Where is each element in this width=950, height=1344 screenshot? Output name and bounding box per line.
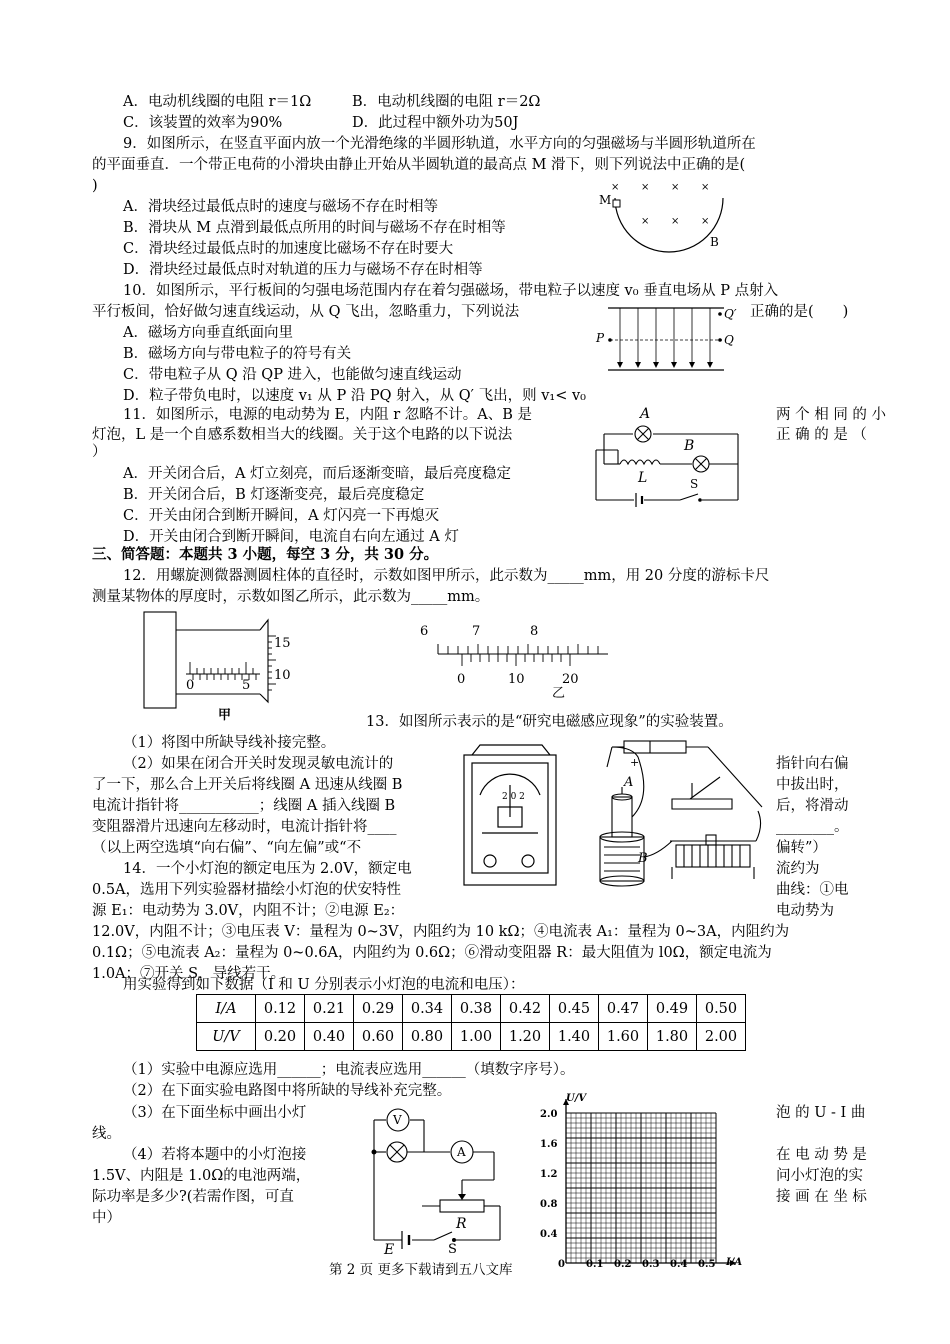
q9-figure — [597, 178, 737, 268]
q14-sub3-cont: 线。 — [92, 1126, 121, 1142]
point-b-label: B — [710, 235, 719, 249]
q8-option-c: C．该装置的效率为90% — [123, 115, 283, 131]
table-cell: 1.80 — [648, 1023, 697, 1051]
micrometer-label-10: 10 — [274, 668, 291, 683]
grid-x-tick: 0.4 — [670, 1259, 688, 1270]
q10-option-a: A．磁场方向垂直纸面向里 — [123, 325, 293, 341]
q11-figure — [588, 402, 748, 504]
q14-stem-line2-right: 曲线：①电 — [776, 882, 849, 898]
table-cell: 0.42 — [501, 995, 550, 1023]
q10-stem-line1: 10．如图所示，平行板间的匀强电场范围内存在着匀强磁场，带电粒子以速度 v₀ 垂直电场从 P 点射入 — [123, 283, 779, 299]
table-cell: 0.21 — [305, 995, 354, 1023]
micrometer-figure — [140, 612, 300, 727]
table-cell: 2.00 — [697, 1023, 746, 1051]
battery-plus: + — [630, 756, 640, 769]
coil-a-label: A — [624, 775, 634, 790]
q13-part2-line2: 了一下，那么合上开关后将线圈 A 迅速从线圈 B — [92, 777, 403, 793]
table-cell: 0.60 — [354, 1023, 403, 1051]
grid-x-tick: 0.2 — [614, 1259, 632, 1270]
q11-option-d: D．开关由闭合到断开瞬间，电流自右向左通过 A 灯 — [123, 529, 459, 545]
q14-sub2: （2）在下面实验电路图中将所缺的导线补充完整。 — [123, 1083, 452, 1099]
field-mark: × — [641, 182, 650, 193]
figure-caption-jia: 甲 — [218, 708, 232, 723]
caliper-vernier-20: 20 — [562, 672, 579, 687]
rheostat-r-label: R — [456, 1216, 467, 1232]
q14-sub4-line2: 1.5V、内阻是 1.0Ω的电池两端， — [92, 1168, 311, 1184]
table-cell: 0.45 — [550, 995, 599, 1023]
q10-option-b: B．磁场方向与带电粒子的符号有关 — [123, 346, 352, 362]
grid-y-tick: 1.6 — [540, 1139, 558, 1150]
q9-stem-line1: 9．如图所示，在竖直平面内放一个光滑绝缘的半圆形轨道，水平方向的匀强磁场与半圆形轨道所在 — [123, 136, 756, 152]
grid-y-tick: 0.8 — [540, 1199, 558, 1210]
q11-option-b: B．开关闭合后，B 灯逐渐变亮，最后亮度稳定 — [123, 487, 425, 503]
table-cell: 0.50 — [697, 995, 746, 1023]
inductor-l-label: L — [638, 470, 648, 486]
table-cell: 0.40 — [305, 1023, 354, 1051]
q14-sub4-right3: 接 画 在 坐 标 — [776, 1189, 867, 1205]
table-cell: 0.49 — [648, 995, 697, 1023]
table-cell: 0.12 — [256, 995, 305, 1023]
ui-graph-paper — [530, 1093, 750, 1279]
q13-part2-line3: 电流计指针将___________；线圈 A 插入线圈 B — [92, 798, 396, 814]
page-footer: 第 2 页 更多下载请到五八文库 — [329, 1262, 513, 1278]
q14-circuit-drawing — [362, 1106, 522, 1256]
q14-stem-line1-right: 流约为 — [776, 861, 820, 877]
field-mark: × — [701, 182, 710, 193]
table-row — [197, 995, 746, 1023]
q14-circuit-figure — [362, 1106, 522, 1256]
q14-stem-line5: 0.1Ω；⑤电流表 A₂：量程为 0~0.6A，内阻约为 0.6Ω；⑥滑动变阻器 R：最大阻值为 l0Ω，额定电流为 — [92, 945, 772, 961]
field-mark: × — [701, 216, 710, 227]
q10-stem-line2-right: 正确的是( ) — [750, 304, 849, 320]
q14-stem-line7: 用实验得到如下数据（I 和 U 分别表示小灯泡的电流和电压）： — [123, 977, 525, 993]
q13-right-line4: ________。 — [776, 819, 849, 835]
q10-stem-line2: 平行板间，恰好做匀速直线运动，从 Q 飞出，忽略重力，下列说法 — [92, 304, 520, 320]
q11-option-a: A．开关闭合后，A 灯立刻亮，而后逐渐变暗，最后亮度稳定 — [123, 466, 512, 482]
q13-apparatus-drawing — [462, 737, 770, 892]
caliper-figure — [412, 622, 612, 702]
caliper-vernier-0: 0 — [457, 672, 466, 687]
grid-x-axis-label: I/A — [726, 1257, 743, 1268]
slider-block — [613, 200, 620, 207]
point-q-prime-label: Q′ — [724, 307, 737, 321]
table-head-current: I/A — [197, 995, 256, 1023]
micrometer-label-0: 0 — [186, 678, 195, 693]
micrometer-label-5: 5 — [242, 678, 251, 693]
figure-caption-yi: 乙 — [552, 686, 566, 701]
ui-grid-svg — [530, 1093, 750, 1279]
caliper-main-6: 6 — [420, 624, 429, 639]
coil-b-label: B — [638, 851, 648, 866]
q14-stem-line6: 1.0A；⑦开关 S，导线若干。 — [92, 966, 286, 982]
q13-part2-line4: 变阻器滑片迅速向左移动时，电流计指针将____ — [92, 819, 397, 835]
lamp-a-label: A — [640, 406, 651, 422]
q13-right-line1: 指针向右偏 — [776, 756, 849, 772]
caliper-main-7: 7 — [472, 624, 481, 639]
q10-option-d: D．粒子带负电时，以速度 v₁ 从 P 沿 PQ 射入，从 Q′ 飞出，则 v₁< v₀ — [123, 388, 586, 404]
q13-right-line5: 偏转”） — [776, 840, 827, 856]
q8-option-b: B．电动机线圈的电阻 r＝2Ω — [352, 94, 541, 110]
table-cell: 1.40 — [550, 1023, 599, 1051]
table-cell: 0.80 — [403, 1023, 452, 1051]
caliper-drawing — [412, 622, 612, 702]
q12-stem-line1: 12．用螺旋测微器测圆柱体的直径时，示数如图甲所示，此示数为_____mm，用 20 分度的游标卡尺 — [123, 568, 770, 584]
rheostat — [644, 811, 761, 879]
meter-scale: 2 0 2 — [502, 792, 525, 802]
q13-figure — [462, 737, 770, 892]
q9-option-a: A．滑块经过最低点时的速度与磁场不存在时相等 — [123, 199, 438, 215]
table-head-voltage: U/V — [197, 1023, 256, 1051]
q9-option-d: D．滑块经过最低点时对轨道的压力与磁场不存在时相等 — [123, 262, 483, 278]
q8-option-a: A．电动机线圈的电阻 r＝1Ω — [123, 94, 312, 110]
table-row — [197, 1023, 746, 1051]
caliper-main-8: 8 — [530, 624, 539, 639]
q9-stem-line3: ) — [92, 178, 98, 194]
section-heading: 三、简答题：本题共 3 小题，每空 3 分，共 30 分。 — [92, 546, 439, 563]
table-cell: 1.20 — [501, 1023, 550, 1051]
grid-y-axis-label: U/V — [566, 1093, 587, 1104]
q9-option-c: C．滑块经过最低点时的加速度比磁场不存在时要大 — [123, 241, 454, 257]
table-cell: 0.38 — [452, 995, 501, 1023]
q11-circuit-diagram — [588, 402, 748, 504]
grid-x-tick: 0.3 — [642, 1259, 660, 1270]
galvanometer — [464, 745, 556, 885]
micrometer-label-15: 15 — [274, 636, 291, 651]
knife-switch — [672, 777, 732, 809]
grid-x-tick: 0.5 — [698, 1259, 716, 1270]
q12-stem-line2: 测量某物体的厚度时，示数如图乙所示，此示数为_____mm。 — [92, 589, 490, 605]
grid-y-tick: 1.2 — [540, 1169, 558, 1180]
grid-origin: 0 — [558, 1259, 565, 1270]
ammeter-label: A — [457, 1145, 466, 1159]
q11-stem-line1-right: 两 个 相 同 的 小 — [776, 407, 887, 423]
caliper-vernier-10: 10 — [508, 672, 525, 687]
q14-sub1: （1）实验中电源应选用______；电流表应选用______（填数字序号）。 — [123, 1062, 575, 1078]
q14-stem-line3: 源 E₁：电动势为 3.0V，内阻不计；②电源 E₂： — [92, 903, 405, 919]
q13-part2-line1: （2）如果在闭合开关时发现灵敏电流计的 — [123, 756, 394, 772]
field-mark: × — [611, 182, 620, 193]
table-cell: 0.47 — [599, 995, 648, 1023]
grid-x-tick: 0.1 — [586, 1259, 604, 1270]
point-q-label: Q — [724, 333, 734, 347]
field-mark: × — [671, 182, 680, 193]
q14-sub3: （3）在下面坐标中画出小灯 — [123, 1105, 307, 1121]
q14-sub4-line4: 中） — [92, 1210, 121, 1226]
q14-sub4-line3: 际功率是多少?(若需作图，可直 — [92, 1189, 294, 1205]
table-cell: 0.20 — [256, 1023, 305, 1051]
point-p-label: P — [596, 331, 605, 345]
q14-stem-line3-right: 电动势为 — [776, 903, 834, 919]
table-cell: 0.29 — [354, 995, 403, 1023]
q14-stem-line4: 12.0V，内阻不计；③电压表 V：量程为 0~3V，内阻约为 10 kΩ；④电流表 A₁：量程为 0~3A，内阻约为 — [92, 924, 790, 940]
q9-option-b: B．滑块从 M 点滑到最低点所用的时间与磁场不存在时相等 — [123, 220, 506, 236]
q14-stem-line1: 14．一个小灯泡的额定电压为 2.0V，额定电 — [123, 861, 412, 877]
q14-sub4-right2: 问小灯泡的实 — [776, 1168, 863, 1184]
q10-figure — [596, 300, 746, 380]
q13-part2-line5: （以上两空选填“向右偏”、“向左偏”或“不 — [92, 840, 362, 856]
q13-part1: （1）将图中所缺导线补接完整。 — [123, 735, 336, 751]
table-cell: 0.34 — [403, 995, 452, 1023]
q13-stem: 13．如图所示表示的是“研究电磁感应现象”的实验装置。 — [366, 714, 733, 730]
q13-right-line3: 后，将滑动 — [776, 798, 849, 814]
q10-option-c: C．带电粒子从 Q 沿 QP 进入，也能做匀速直线运动 — [123, 367, 462, 383]
axis-arrow-icon — [563, 1099, 736, 1266]
switch-s-label: S — [690, 477, 699, 491]
table-cell: 1.60 — [599, 1023, 648, 1051]
q13-right-line2: 中拔出时， — [776, 777, 849, 793]
grid-y-tick: 2.0 — [540, 1109, 558, 1120]
q14-sub4-right1: 在 电 动 势 是 — [776, 1147, 867, 1163]
point-m-label: M — [599, 193, 612, 207]
q11-stem-line1: 11．如图所示，电源的电动势为 E，内阻 r 忽略不计。A、B 是 — [123, 407, 533, 423]
voltmeter-label: V — [393, 1113, 402, 1127]
source-e-label: E — [384, 1242, 395, 1258]
q9-stem-line2: 的平面垂直．一个带正电荷的小滑块由静止开始从半圆轨道的最高点 M 滑下，则下列说法中正确的是( — [92, 157, 746, 173]
lamp-b-label: B — [684, 438, 695, 454]
q8-option-d: D．此过程中额外功为50J — [352, 115, 519, 131]
field-mark: × — [641, 216, 650, 227]
q11-stem-line3: ） — [92, 444, 107, 460]
q14-sub4-line1: （4）若将本题中的小灯泡接 — [123, 1147, 307, 1163]
q11-option-c: C．开关由闭合到断开瞬间，A 灯闪亮一下再熄灭 — [123, 508, 440, 524]
q14-sub3-right: 泡 的 U - I 曲 — [776, 1105, 866, 1121]
table-cell: 1.00 — [452, 1023, 501, 1051]
field-mark: × — [671, 216, 680, 227]
q14-stem-line2: 0.5A，选用下列实验器材描绘小灯泡的伏安特性 — [92, 882, 402, 898]
switch-s-label: S — [448, 1242, 457, 1257]
iv-data-table — [196, 994, 746, 1051]
q11-stem-line2: 灯泡，L 是一个自感系数相当大的线圈。关于这个电路的以下说法 — [92, 427, 513, 443]
q11-stem-line2-right: 正 确 的 是 （ — [776, 427, 867, 443]
grid-y-tick: 0.4 — [540, 1229, 558, 1240]
